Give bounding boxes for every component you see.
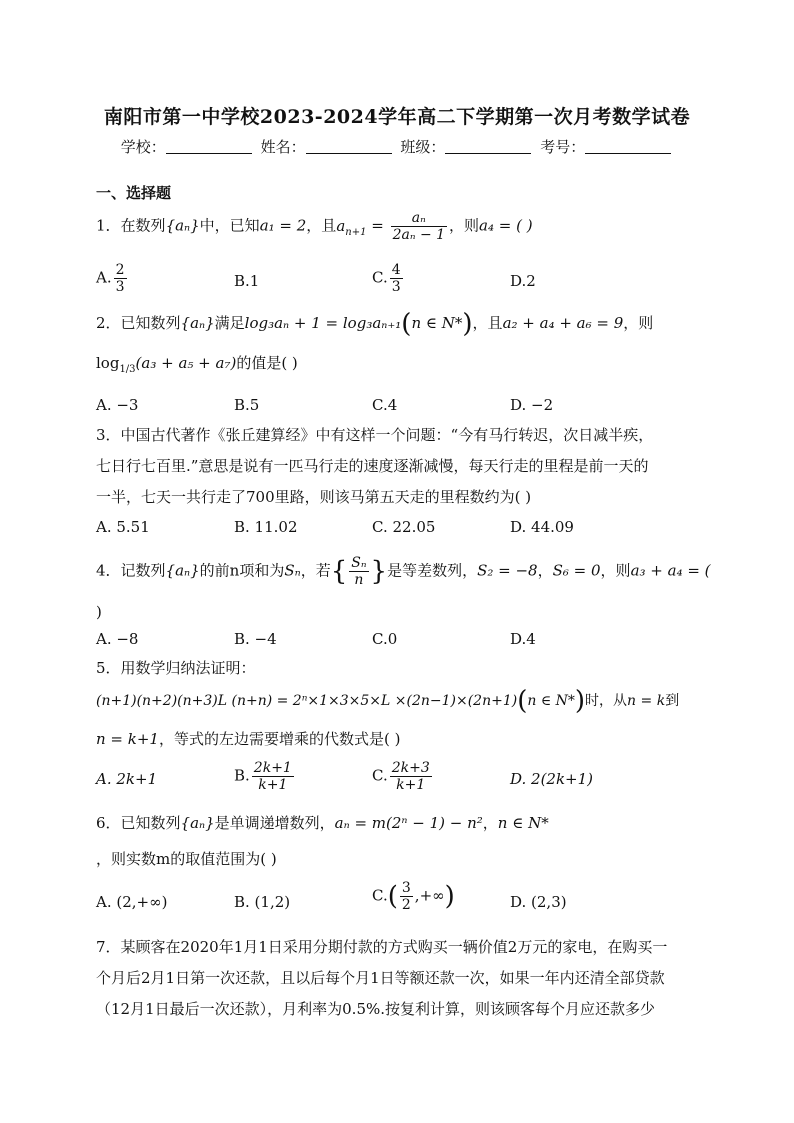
question-5-line-2: (n+1)(n+2)(n+3)L (n+n) = 2ⁿ×1×3×5×L ×(2n−1)×(2n+1)(n ∈ N*)时，从n = k到 bbox=[96, 686, 680, 716]
section-heading: 一、选择题 bbox=[96, 184, 172, 202]
name-label: 姓名： bbox=[260, 138, 306, 156]
q4-option-b[interactable]: B. −4 bbox=[234, 630, 277, 648]
student-info-line bbox=[0, 136, 794, 157]
q5-option-d[interactable]: D. 2(2k+1) bbox=[510, 770, 594, 788]
question-7-line-1: 7．某顾客在2020年1月1日采用分期付款的方式购买一辆价值2万元的家电，在购买一 bbox=[96, 938, 668, 956]
q1-option-b[interactable]: B.1 bbox=[234, 272, 260, 290]
q6-option-d[interactable]: D. (2,3) bbox=[510, 893, 567, 911]
q1-option-c[interactable]: C. $\frac{4}{3}$ bbox=[372, 262, 401, 295]
q3-option-b[interactable]: B. 11.02 bbox=[234, 518, 298, 536]
q1-lhs: $a_{n+1}$ bbox=[336, 216, 367, 238]
question-3-line-3: 一半，七天一共行走了700里路，则该马第五天走的里程数约为( ) bbox=[96, 488, 532, 506]
question-4: 4．记数列{aₙ}的前n项和为Sₙ，若{ $\frac{\text{Sₙ}}{n}$ }是等差数列，S₂ = −8，S₆ = 0，则a₃ + a₄ = ( bbox=[96, 555, 711, 588]
question-3-line-1: 3．中国古代著作《张丘建算经》中有这样一个问题：“今有马行转迟，次日减半疾， bbox=[96, 426, 654, 444]
q6-option-a[interactable]: A. (2,+∞) bbox=[96, 893, 168, 911]
q3-option-a[interactable]: A. 5.51 bbox=[96, 518, 150, 536]
question-7-line-2: 个月后2月1日第一次还款，且以后每个月1日等额还款一次，如果一年内还清全部贷款 bbox=[96, 969, 665, 987]
q5-option-a[interactable]: A. 2k+1 bbox=[96, 770, 158, 788]
question-5-line-1: 5．用数学归纳法证明： bbox=[96, 659, 256, 677]
name-blank[interactable] bbox=[306, 139, 392, 154]
q4-option-a[interactable]: A. −8 bbox=[96, 630, 139, 648]
question-3-line-2: 七日行七百里.”意思是说有一匹马行走的速度逐渐减慢，每天行走的里程是前一天的 bbox=[96, 457, 649, 475]
q1-option-a[interactable]: A. $\frac{2}{3}$ bbox=[96, 262, 125, 295]
question-4-line-2: ) bbox=[96, 603, 102, 621]
q5-option-b[interactable]: B. $\frac{2k+1}{k+1}$ bbox=[234, 760, 292, 793]
exam-number-label: 考号： bbox=[540, 138, 586, 156]
question-5-line-3: n = k+1，等式的左边需要增乘的代数式是( ) bbox=[96, 730, 401, 748]
school-blank[interactable] bbox=[166, 139, 252, 154]
class-label: 班级： bbox=[400, 138, 446, 156]
q4-option-c[interactable]: C.0 bbox=[372, 630, 398, 648]
q2-option-b[interactable]: B.5 bbox=[234, 396, 260, 414]
q2-option-a[interactable]: A. −3 bbox=[96, 396, 139, 414]
q2-option-c[interactable]: C.4 bbox=[372, 396, 398, 414]
question-2-line-2: $\log_{1/3}(a_3 + a_5 + a_7)$的值是( ) bbox=[96, 354, 298, 375]
exam-number-blank[interactable] bbox=[585, 139, 671, 154]
q1-option-d[interactable]: D.2 bbox=[510, 272, 536, 290]
q4-option-d[interactable]: D.4 bbox=[510, 630, 536, 648]
q5-option-c[interactable]: C. $\frac{2k+3}{k+1}$ bbox=[372, 760, 430, 793]
school-label: 学校： bbox=[120, 138, 166, 156]
q1-fraction: $\frac{\text{aₙ}}{\text{2aₙ − 1}}$ bbox=[392, 210, 446, 243]
q3-option-c[interactable]: C. 22.05 bbox=[372, 518, 436, 536]
question-1: 1．在数列{aₙ}中，已知a₁ = 2，且$a_{n+1}$ = $\frac{\text{aₙ}}{\text{2aₙ − 1}}$ ，则a₄ = ( ) bbox=[96, 210, 533, 243]
q6-option-b[interactable]: B. (1,2) bbox=[234, 893, 291, 911]
question-6-line-2: ，则实数m的取值范围为( ) bbox=[96, 850, 277, 868]
question-2: 2．已知数列{aₙ}满足log₃aₙ + 1 = log₃aₙ₊₁(n ∈ N*)，且a₂ + a₄ + a₆ = 9，则 bbox=[96, 309, 654, 339]
q2-option-d[interactable]: D. −2 bbox=[510, 396, 554, 414]
class-blank[interactable] bbox=[445, 139, 531, 154]
q3-option-d[interactable]: D. 44.09 bbox=[510, 518, 574, 536]
question-7-line-3: （12月1日最后一次还款），月利率为0.5%.按复利计算，则该顾客每个月应还款多少 bbox=[96, 1000, 656, 1018]
exam-title: 南阳市第一中学校2023-2024学年高二下学期第一次月考数学试卷 bbox=[103, 106, 691, 128]
q6-option-c[interactable]: C.( $\frac{3}{2}$ ,+∞) bbox=[372, 880, 455, 913]
question-6: 6．已知数列{aₙ}是单调递增数列，aₙ = m(2ⁿ − 1) − n²，n ∈ N* bbox=[96, 814, 549, 832]
